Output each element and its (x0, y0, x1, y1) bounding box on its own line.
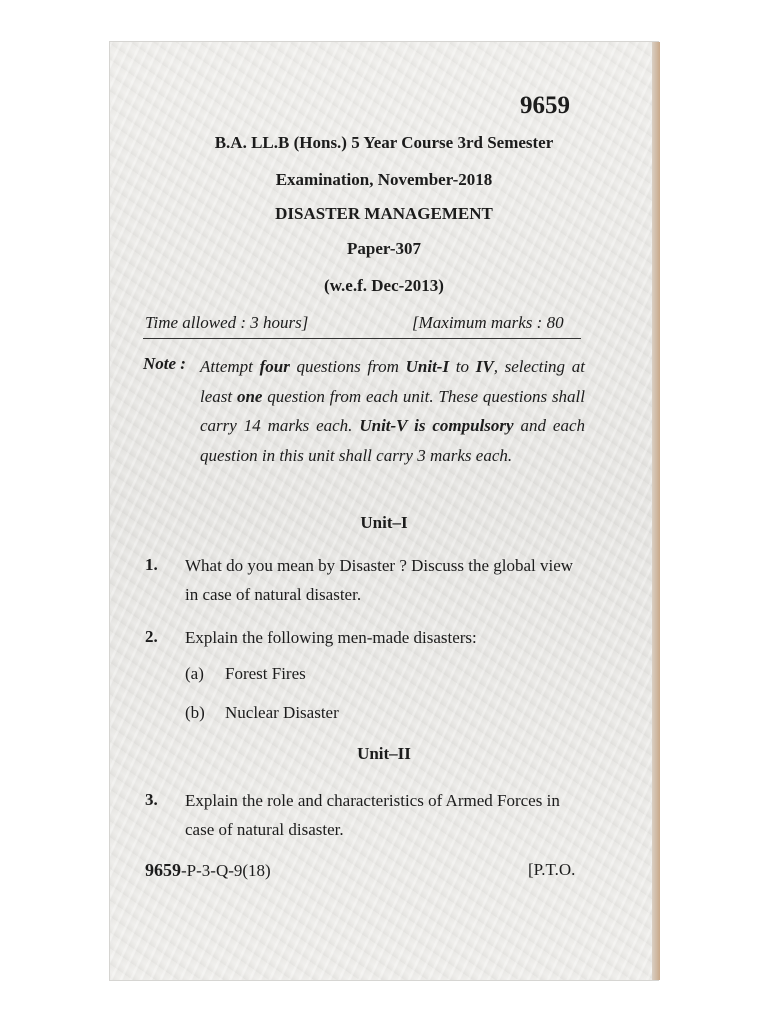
question-text: What do you mean by Disaster ? Discuss the global view in case of natural disaster. (185, 556, 574, 604)
question-number: 2. (145, 627, 158, 646)
wef-date: (w.e.f. Dec-2013) (324, 276, 444, 295)
header-rule (143, 338, 581, 339)
note-text: Attempt four questions from Unit-I to IV, selecting at least one question from each unit. These questions shall carry 14 marks each. Unit-V is compulsory and each question in this unit shall carry 3 marks each. (200, 357, 586, 465)
question-number: 1. (145, 555, 158, 574)
sub-question-label: (a) (185, 664, 204, 683)
paper-code: 9659 (520, 92, 570, 119)
time-allowed: Time allowed : 3 hours] (145, 313, 309, 332)
sub-question (185, 703, 339, 723)
sub-question (185, 664, 306, 684)
sub-question-text: Forest Fires (225, 664, 306, 683)
sub-question-text: Nuclear Disaster (225, 703, 339, 722)
exam-title: Examination, November-2018 (275, 170, 493, 189)
note-label: Note : (143, 354, 186, 373)
question-text: Explain the role and characteristics of Armed Forces in case of natural disaster. (185, 791, 560, 839)
paper-number: Paper-307 (347, 239, 421, 258)
footer-paper-code: 9659-P-3-Q-9(18) (145, 860, 271, 880)
maximum-marks: [Maximum marks : 80 (412, 313, 564, 332)
question-number: 3. (145, 790, 158, 809)
sub-question-label: (b) (185, 703, 205, 722)
question-text: Explain the following men-made disasters: (185, 628, 477, 647)
unit-heading: Unit–II (357, 744, 411, 763)
course-title: B.A. LL.B (Hons.) 5 Year Course 3rd Semester (214, 133, 554, 152)
please-turn-over: [P.T.O. (528, 860, 576, 879)
subject-title: DISASTER MANAGEMENT (275, 204, 493, 223)
unit-heading: Unit–I (360, 513, 408, 532)
